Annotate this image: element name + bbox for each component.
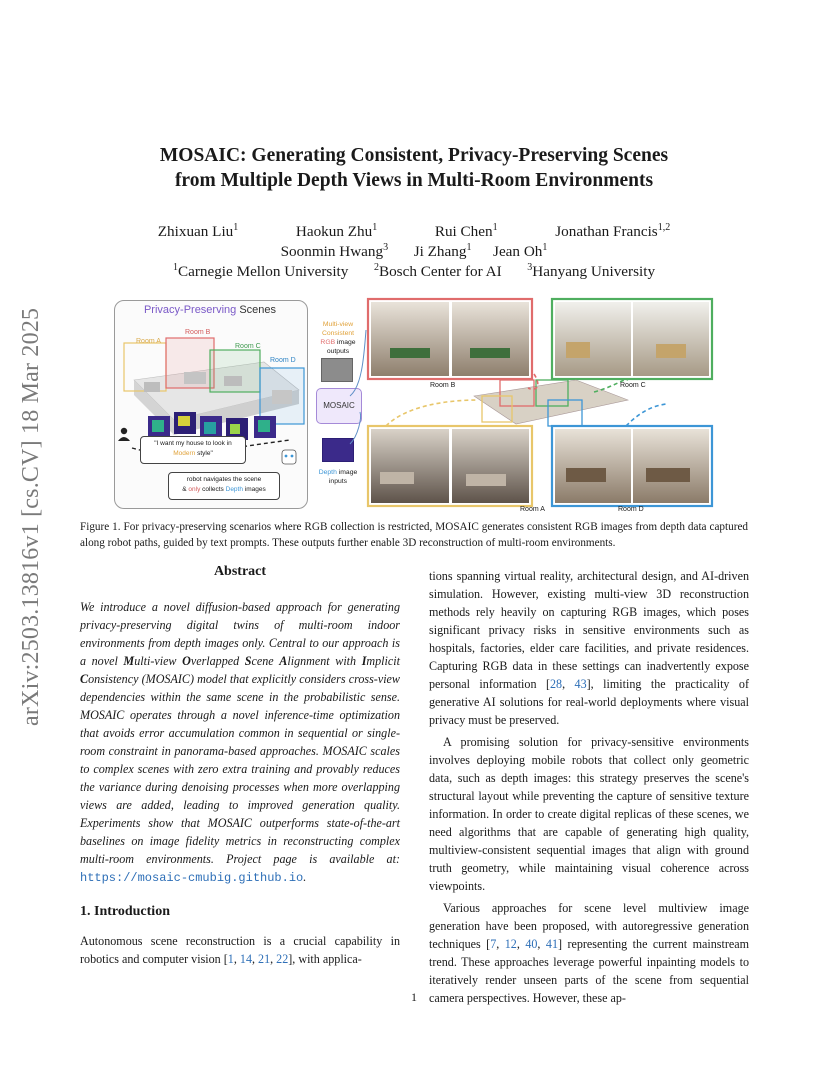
author-name: Ji Zhang$^1$ — [413, 242, 472, 261]
section-heading-introduction: 1. Introduction — [80, 904, 170, 919]
affiliation: Hanyang University — [532, 263, 656, 281]
author-name: Soonmin Hwang$^3$ — [280, 242, 389, 261]
paper-title — [80, 143, 748, 193]
citation-link[interactable]: 14 — [239, 952, 252, 966]
citation-link[interactable]: 12 — [504, 937, 517, 951]
paragraph: Various approaches for scene level multiview image generation have been proposed, with autoregressive generation techniques [7, 12, 40, 41] representing the current mainstream trend. These approaches leverage powerful inpainting models to iteratively render unseen parts of the scene from sequential camera perspectives. However, these ap- — [429, 901, 750, 1005]
citation-link[interactable]: 22 — [276, 952, 289, 966]
affiliations: $^1$Carnegie Mellon University $^2$Bosch Center for AI $^3$Hanyang University — [172, 262, 656, 281]
flow-arrows — [348, 326, 370, 466]
output-renders — [366, 296, 748, 512]
title-line-1: MOSAIC: Generating Consistent, Privacy-Preserving Scenes — [159, 145, 669, 166]
paragraph: A promising solution for privacy-sensitive environments involves deploying mobile robots that collect only geometric data, such as depth images: this strategy preserves the scene's structural layout while preventing the capture of sensitive texture information. In order to create digital replicas of these scenes, we need algorithms that are capable of generating high quality, multiview-consistent sequential images that align with ground truth geometry, while maintaining visual coherence across viewpoints. — [429, 735, 749, 893]
title-line-2: from Multiple Depth Views in Multi-Room Environments — [174, 170, 654, 191]
author-name: Jonathan Francis$^{1,2}$ — [555, 222, 671, 241]
citation-link[interactable]: 43 — [574, 677, 587, 691]
abstract-heading: Abstract — [213, 564, 267, 579]
room-b-label: Room B — [185, 329, 211, 336]
room-d-label: Room D — [270, 357, 296, 364]
arxiv-stamp: arXiv:2503.13816v1 [cs.CV] 18 Mar 2025 — [18, 307, 44, 726]
depth-input-label: Depth image inputs — [318, 469, 358, 485]
prompt-bubble: "I want my house to look in Modern style" — [140, 436, 246, 464]
output-room-b: Room B — [430, 382, 456, 389]
author-name: Jean Oh$^1$ — [493, 242, 548, 261]
citation-link[interactable]: 7 — [490, 937, 497, 951]
mosaic-block: MOSAIC — [316, 388, 362, 424]
room-a-label: Room A — [136, 338, 161, 345]
author-name: Rui Chen$^1$ — [434, 222, 498, 241]
room-c-label: Room C — [235, 343, 261, 350]
panel-title: Privacy-Preserving Scenes — [143, 304, 277, 316]
abstract-body: We introduce a novel diffusion-based approach for generating privacy-preserving digital twins of multi-room indoor environments from depth images only. Central to our approach is a novel Multi-view Overlapped Scene Alignment with Implicit Consistency (MOSAIC) model that explicitly considers cross-view dependencies within the same scene in the probabilistic sense. MOSAIC operates through a novel inference-time optimization that avoids error accumulation common in sequential or single-room constraint in panorama-based approaches. MOSAIC scales to complex scenes with zero extra training and provably reduces the variance during denoising processes when more overlapping views are added, leading to improved generation quality. Experiments show that MOSAIC outperforms state-of-the-art baselines on image fidelity metrics in reconstructing complex multi-room environments. Project page is available at: https://mosaic-cmubig.github.io. — [80, 600, 400, 885]
author-name: Zhixuan Liu$^1$ — [157, 222, 239, 241]
paragraph: tions spanning virtual reality, architectural design, and AI-driven simulation. However, existing multi-view 3D reconstruction methods rely heavily on capturing RGB images, which poses significant privacy risks in sensitive environments such as hospitals, factories, elder care facilities, and private residences. Capturing RGB data in these settings can inadvertently expose personal information [28, 43], limiting the practicality of generative AI solutions for real-world deployments where visual privacy must be preserved. — [429, 569, 749, 727]
citation-link[interactable]: 28 — [549, 677, 563, 691]
page-number: 1 — [411, 990, 417, 1004]
author-name: Haokun Zhu$^1$ — [295, 222, 378, 241]
output-room-d: Room D — [618, 506, 644, 513]
figure-1 — [80, 296, 748, 516]
output-room-c: Room C — [620, 382, 646, 389]
citation-link[interactable]: 41 — [545, 937, 558, 951]
mv-output-label: Multi-view Consistent RGB image outputs — [320, 321, 356, 355]
robot-note: robot navigates the scene & only collects Depth images — [168, 472, 280, 500]
citation-link[interactable]: 1 — [227, 952, 234, 966]
output-room-a: Room A — [520, 506, 545, 513]
affiliation: Carnegie Mellon University — [177, 263, 349, 281]
intro-paragraph: Autonomous scene reconstruction is a crucial capability in robotics and computer vision [1, 14, 21, 22], with applica- — [80, 934, 400, 966]
citation-link[interactable]: 40 — [525, 937, 538, 951]
citation-link[interactable]: 21 — [258, 952, 271, 966]
right-column — [429, 567, 749, 1007]
affiliation: Bosch Center for AI — [378, 263, 502, 281]
project-link[interactable]: https://mosaic-cmubig.github.io — [80, 871, 304, 885]
figure-caption: Figure 1. For privacy-preserving scenarios where RGB collection is restricted, MOSAIC generates consistent RGB images from depth data captured along robot paths, guided by text prompts. These outputs further enable 3D reconstruction of multi-room environments. — [80, 521, 748, 549]
